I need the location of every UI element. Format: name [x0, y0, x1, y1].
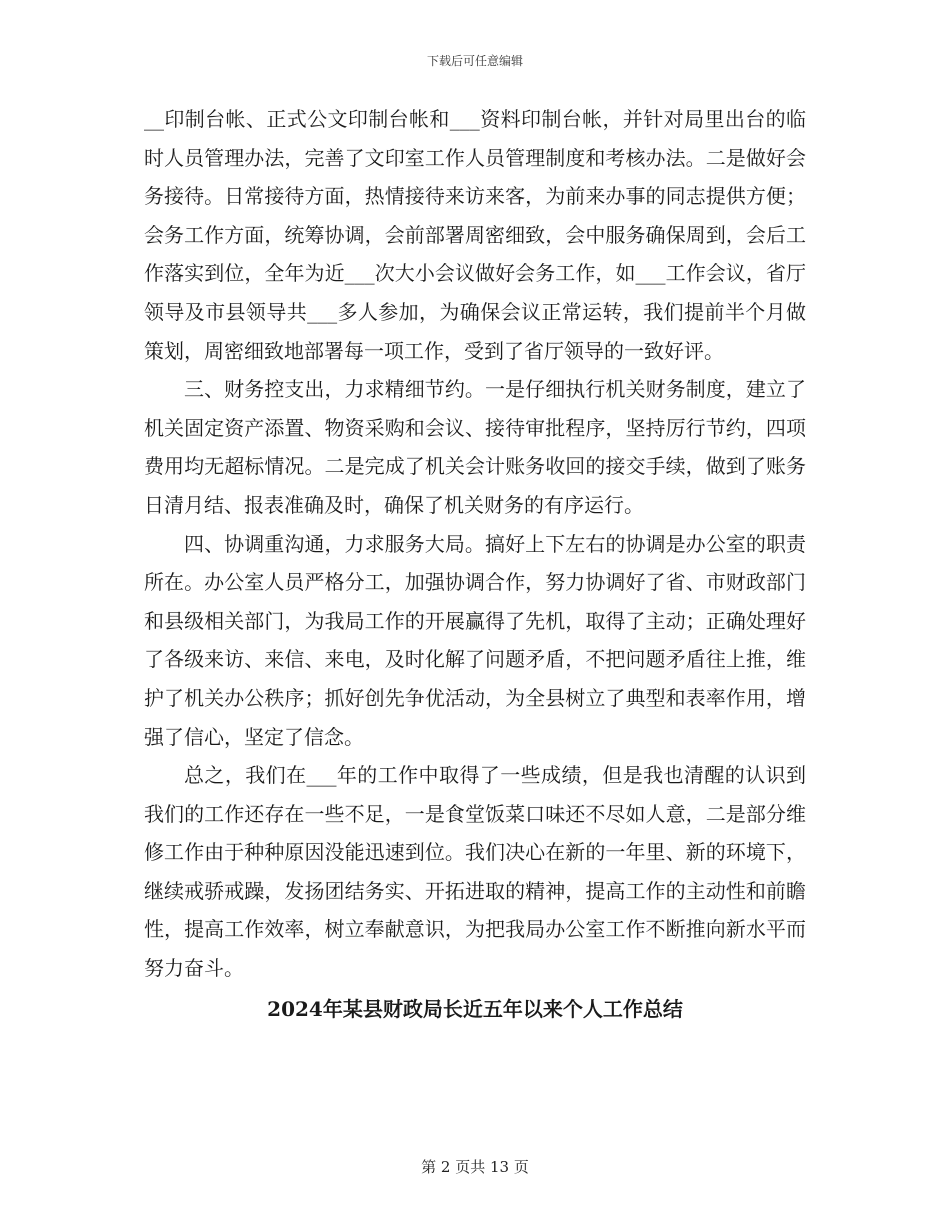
document-body	[144, 100, 806, 1028]
paragraph-continuation: __印制台帐、正式公文印制台帐和___资料印制台帐，并针对局里出台的临时人员管理办法，完善了文印室工作人员管理制度和考核办法。二是做好会务接待。日常接待方面，热情接待来访来客，为前来办事的同志提供方便；会务工作方面，统筹协调，会前部署周密细致，会中服务确保周到，会后工作落实到位，全年为近___次大小会议做好会务工作，如___工作会议，省厅领导及市县领导共___多人参加，为确保会议正常运转，我们提前半个月做策划，周密细致地部署每一项工作，受到了省厅领导的一致好评。	[144, 107, 806, 363]
paragraph-coordination: 四、协调重沟通，力求服务大局。搞好上下左右的协调是办公室的职责所在。办公室人员严格分工，加强协调合作，努力协调好了省、市财政部门和县级相关部门，为我局工作的开展赢得了先机，取得了主动；正确处理好了各级来访、来信、来电，及时化解了问题矛盾，不把问题矛盾往上推，维护了机关办公秩序；抓好创先争优活动，为全县树立了典型和表率作用，增强了信心，坚定了信念。	[144, 531, 806, 749]
page-footer: 第 2 页共 13 页	[421, 1158, 529, 1176]
section-title: 2024年某县财政局长近五年以来个人工作总结	[267, 996, 683, 1021]
paragraph-conclusion: 总之，我们在___年的工作中取得了一些成绩，但是我也清醒的认识到我们的工作还存在一些不足，一是食堂饭菜口味还不尽如人意，二是部分维修工作由于种种原因没能迅速到位。我们决心在新的一年里、新的环境下，继续戒骄戒躁，发扬团结务实、开拓进取的精神，提高工作的主动性和前瞻性，提高工作效率，树立奉献意识，为把我局办公室工作不断推向新水平而努力奋斗。	[144, 763, 806, 981]
paragraph-finance: 三、财务控支出，力求精细节约。一是仔细执行机关财务制度，建立了机关固定资产添置、物资采购和会议、接待审批程序，坚持厉行节约，四项费用均无超标情况。二是完成了机关会计账务收回的接交手续，做到了账务日清月结、报表准确及时，确保了机关财务的有序运行。	[144, 377, 806, 517]
page-header: 下载后可任意编辑	[426, 54, 523, 68]
